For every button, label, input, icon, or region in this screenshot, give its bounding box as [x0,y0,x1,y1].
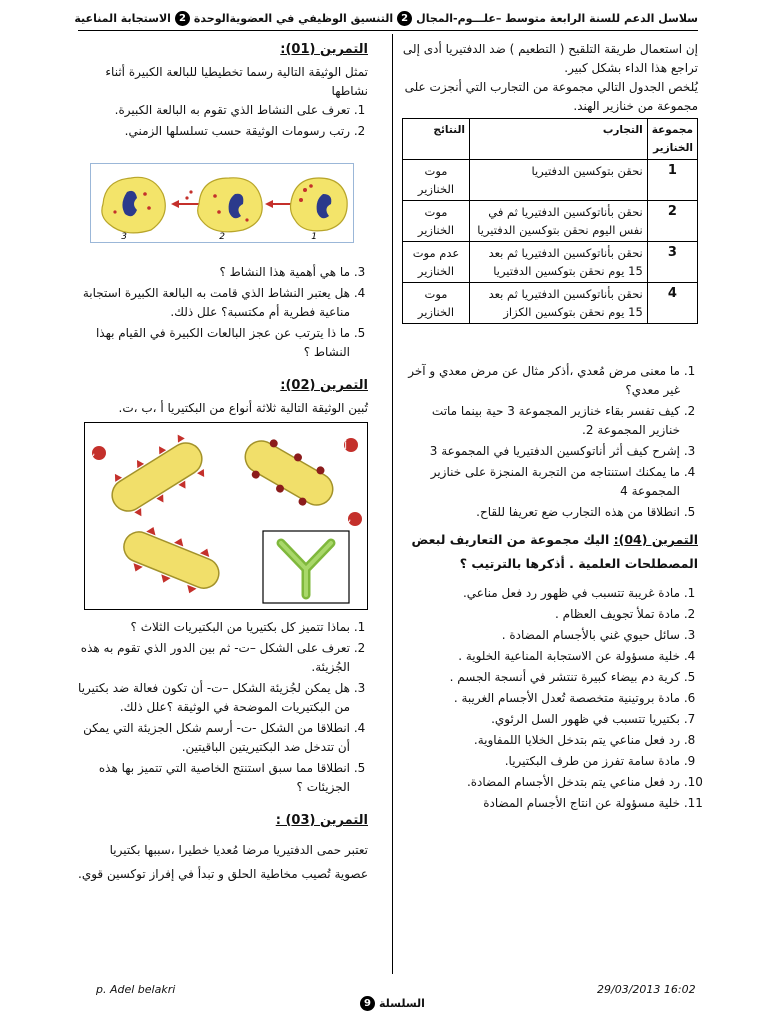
exercise-3-text: تعتبر حمى الدفتيريا مرضا مُعديا خطيرا ،سببها بكتيريا عصوية تُصيب مخاطية الحلق و تبدأ في إفراز توكسين قوي. [78,843,368,881]
table-row [403,160,698,201]
table-header-row [403,119,698,160]
exercise-4 [402,528,698,813]
header-series: سلاسل الدعم للسنة الرابعة متوسط –علـــوم- [453,11,698,25]
footer-series [360,996,425,1011]
exercise-2-intro: تُبين الوثيقة التالية ثلاثة أنواع من البكتيريا أ ،ب ،ت. [118,401,368,415]
page-header [74,8,698,31]
exercise-4-items [402,584,698,813]
cell-group: 2 [647,201,697,242]
cell-group: 4 [647,283,697,324]
cell-group: 1 [647,160,697,201]
question-item: 1. ما معنى مرض مُعدي ،أذكر مثال عن مرض معدي و آخر غير معدي؟ [402,362,680,400]
exercise-4-title: التمرين (04): [613,532,698,547]
question-item: 1. بماذا تتميز كل بكتيريا من البكتيريات الثلاث ؟ [78,618,350,637]
definition-item: 9. مادة سامة تفرز من طرف البكتيريا. [402,752,680,771]
definition-item: 3. سائل حيوي غني بالأجسام المضادة . [402,626,680,645]
cell-experiment: نحقن بأناتوكسين الدفتيريا ثم بعد 15 يوم نحقن بتوكسين الدفتيريا [470,242,648,283]
exercise-1-intro: تمثل الوثيقة التالية رسما تخطيطيا للبالعة الكبيرة أثناء نشاطها [105,65,368,98]
question-item: 2. كيف تفسر بقاء خنازير المجموعة 3 حية بينما ماتت خنازير المجموعة 2. [402,402,680,440]
exercise-1-questions-a [78,101,368,141]
cell-experiment: نحقن بأناتوكسين الدفتيريا ثم بعد 15 يوم نحقن بتوكسين الكزاز [470,283,648,324]
table-row [403,283,698,324]
bacteria-label-b: ب [85,449,95,460]
exercise-1-questions-b [78,263,368,362]
column-divider [392,34,393,974]
bacteria-drawing [85,423,367,609]
header-unit-name: الاستجابة المناعية [74,11,171,25]
exercise-1-title: التمرين (01): [280,42,368,57]
header-unit-label: الوحدة [193,11,230,25]
question-item: 4. انطلاقا من الشكل -ت- أرسم شكل الجزيئة التي يمكن أن تتدخل ضد البكتيريتين الباقيتين. [78,719,350,757]
question-item: 4. ما يمكنك استنتاجه من التجربة المنجزة على خنازير المجموعة 4 [402,463,680,501]
definition-item: 4. خلية مسؤولة عن الاستجابة المناعية الخلوية . [402,647,680,666]
definition-item: 2. مادة تملأ تجويف العظام . [402,605,680,624]
question-item: 2. رتب رسومات الوثيقة حسب تسلسلها الزمني. [78,122,350,141]
cell-result: موت الخنازير [403,201,470,242]
footer-series-label: السلسلة [379,997,425,1010]
exercise-3-questions [402,362,698,522]
cell-experiment: نحقن بتوكسين الدفتيريا [470,160,648,201]
exercise-3-intro-block [78,811,368,886]
definition-item: 11. خلية مسؤولة عن انتاج الأجسام المضادة [402,794,680,813]
question-item: 3. هل يمكن لجُزيئة الشكل –ت- أن تكون فعالة ضد بكتيريا من البكتيريات الموضحة في الوثيقة ؟علل ذلك. [78,679,350,717]
figure-label-1: 1 [311,232,317,242]
table-row [403,242,698,283]
definition-item: 8. رد فعل مناعي يتم بتدخل الخلايا اللمفاوية. [402,731,680,750]
cell-group: 3 [647,242,697,283]
question-item: 1. تعرف على النشاط الذي تقوم به البالعة الكبيرة. [78,101,350,120]
cell-result: عدم موت الخنازير [403,242,470,283]
footer-series-number: 9 [360,996,375,1011]
definition-item: 5. كرية دم بيضاء كبيرة تنتشر في أنسجة الجسم . [402,668,680,687]
footer-date: 29/03/2013 16:02 [597,983,696,996]
cell-experiment: نحقن بأناتوكسين الدفتيريا ثم في نفس اليوم نحقن بتوكسين الدفتيريا [470,201,648,242]
col-header-experiment: التجارب [470,119,648,160]
macrophage-drawing [91,164,353,242]
exercise-4-heading: اليك مجموعة من التعاريف لبعض المصطلحات العلمية . أذكرها بالترتيب ؟ [411,532,698,571]
col-header-group: مجموعة الخنازير [647,119,697,160]
question-item: 5. انطلاقا من هذه التجارب ضع تعريفا للقاح. [402,503,680,522]
experiment-table [402,118,698,324]
left-column [78,40,368,886]
question-item: 4. هل يعتبر النشاط الذي قامت به البالعة الكبيرة استجابة مناعية فطرية أم مكتسبة؟ علل ذلك. [78,284,350,322]
header-unit [74,11,229,26]
exercise-3-title: التمرين (03) : [275,813,368,828]
bacteria-label-a: أ [344,441,347,452]
header-field-number: 2 [397,11,412,26]
antibody-label-t: ت [341,515,351,526]
header-unit-number: 2 [175,11,190,26]
figure-label-2: 2 [219,232,225,242]
question-item: 3. ما هي أهمية هذا النشاط ؟ [78,263,350,282]
cell-result: موت الخنازير [403,160,470,201]
header-field-name: التنسيق الوظيفي في العضوية [229,11,394,25]
exercise-2-title: التمرين (02): [280,378,368,393]
definition-item: 1. مادة غريبة تتسبب في ظهور رد فعل مناعي. [402,584,680,603]
exercise-4-heading-line [402,528,698,576]
exercise-2 [78,376,368,797]
cell-result: موت الخنازير [403,283,470,324]
figure-label-3: 3 [121,232,127,242]
header-field [230,11,454,26]
question-item: 5. ما ذا يترتب عن عجز البالعات الكبيرة في القيام بهذا النشاط ؟ [78,324,350,362]
exercise-3-text2: إن استعمال طريقة التلقيح ( التطعيم ) ضد الدفتيريا أدى إلى تراجع هذا الداء بشكل كبير. [402,42,698,75]
question-item: 2. تعرف على الشكل –ت- ثم بين الدور الذي تقوم به هذه الجُزيئة. [78,639,350,677]
question-item: 3. إشرح كيف أثر أناتوكسين الدفتيريا في المجموعة 3 [402,442,680,461]
exercise-1 [78,40,368,362]
header-field-label: المجال [416,11,454,25]
footer-author: p. Adel belakri [96,983,176,996]
exercise-3-text3: يُلخص الجدول التالي مجموعة من التجارب التي أنجزت على مجموعة من خنازير الهند. [404,80,698,113]
definition-item: 7. بكتيريا تتسبب في ظهور السل الرئوي. [402,710,680,729]
question-item: 5. انطلاقا مما سبق استنتج الخاصية التي تتميز بها هذه الجزيئات ؟ [78,759,350,797]
table-row [403,201,698,242]
exercise-2-questions [78,618,368,797]
bacteria-figure [84,422,368,610]
definition-item: 10. رد فعل مناعي يتم بتدخل الأجسام المضادة. [402,773,680,792]
right-column [402,40,698,815]
definition-item: 6. مادة بروتينية متخصصة تُعدل الأجسام الغريبة . [402,689,680,708]
col-header-result: النتائج [403,119,470,160]
macrophage-figure [90,163,354,243]
